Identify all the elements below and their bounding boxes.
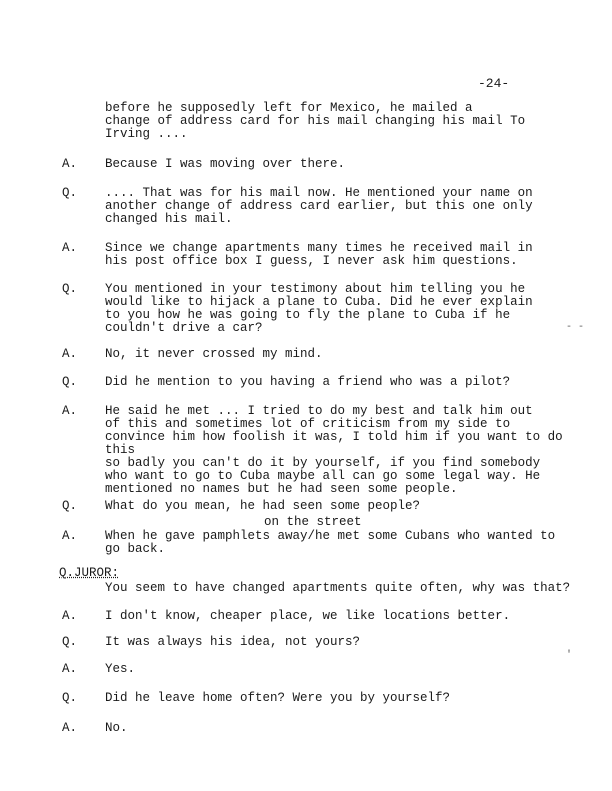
answer-text: Because I was moving over there.: [105, 157, 346, 171]
answer-text: He said he met ... I tried to do my best and talk him out of this and sometimes lot of criticism from my side to convince him how foolish it was, I told him if you want to do this so badly you can't do it by yourself, if you find somebody who want to go to Cuba maybe all can go some legal way. He mentioned no names but he had seen some people.: [105, 404, 563, 496]
page-number: -24-: [478, 76, 510, 91]
juror-label: Q.JUROR:: [59, 566, 120, 580]
inserted-annotation: on the street: [264, 515, 362, 529]
question-text: Did he leave home often? Were you by yourself?: [105, 691, 451, 705]
speaker-label: Q.: [62, 375, 78, 389]
speaker-label: Q.: [62, 499, 78, 513]
speaker-label: A.: [62, 241, 78, 255]
answer-text: I don't know, cheaper place, we like locations better.: [105, 609, 511, 623]
answer-text: Yes.: [105, 662, 136, 676]
juror-question-text: You seem to have changed apartments quite often, why was that?: [105, 581, 571, 595]
speaker-label: A.: [62, 609, 78, 623]
speaker-label: A.: [62, 157, 78, 171]
answer-text: No.: [105, 721, 128, 735]
margin-mark: - -: [566, 322, 585, 333]
speaker-label: Q.: [62, 635, 78, 649]
continuation-text: before he supposedly left for Mexico, he mailed a change of address card for his mail changing his mail To Irving ....: [105, 101, 526, 141]
speaker-label: A.: [62, 662, 78, 676]
answer-text: Since we change apartments many times he received mail in his post office box I guess, I never ask him questions.: [105, 241, 533, 268]
question-text: It was always his idea, not yours?: [105, 635, 361, 649]
question-text: You mentioned in your testimony about him telling you he would like to hijack a plane to Cuba. Did he ever explain to you how he was going to fly the plane to Cuba if he couldn't drive a car?: [105, 282, 533, 335]
answer-text: No, it never crossed my mind.: [105, 347, 323, 361]
question-text: .... That was for his mail now. He mentioned your name on another change of address card earlier, but this one only changed his mail.: [105, 186, 533, 226]
question-text: Did he mention to you having a friend who was a pilot?: [105, 375, 511, 389]
question-text: What do you mean, he had seen some people?: [105, 499, 421, 513]
margin-mark: ': [566, 650, 573, 661]
speaker-label: Q.: [62, 691, 78, 705]
speaker-label: A.: [62, 721, 78, 735]
speaker-label: Q.: [62, 186, 78, 200]
speaker-label: A.: [62, 404, 78, 418]
speaker-label: A.: [62, 529, 78, 543]
speaker-label: A.: [62, 347, 78, 361]
answer-text: When he gave pamphlets away/he met some Cubans who wanted to go back.: [105, 529, 556, 556]
speaker-label: Q.: [62, 282, 78, 296]
